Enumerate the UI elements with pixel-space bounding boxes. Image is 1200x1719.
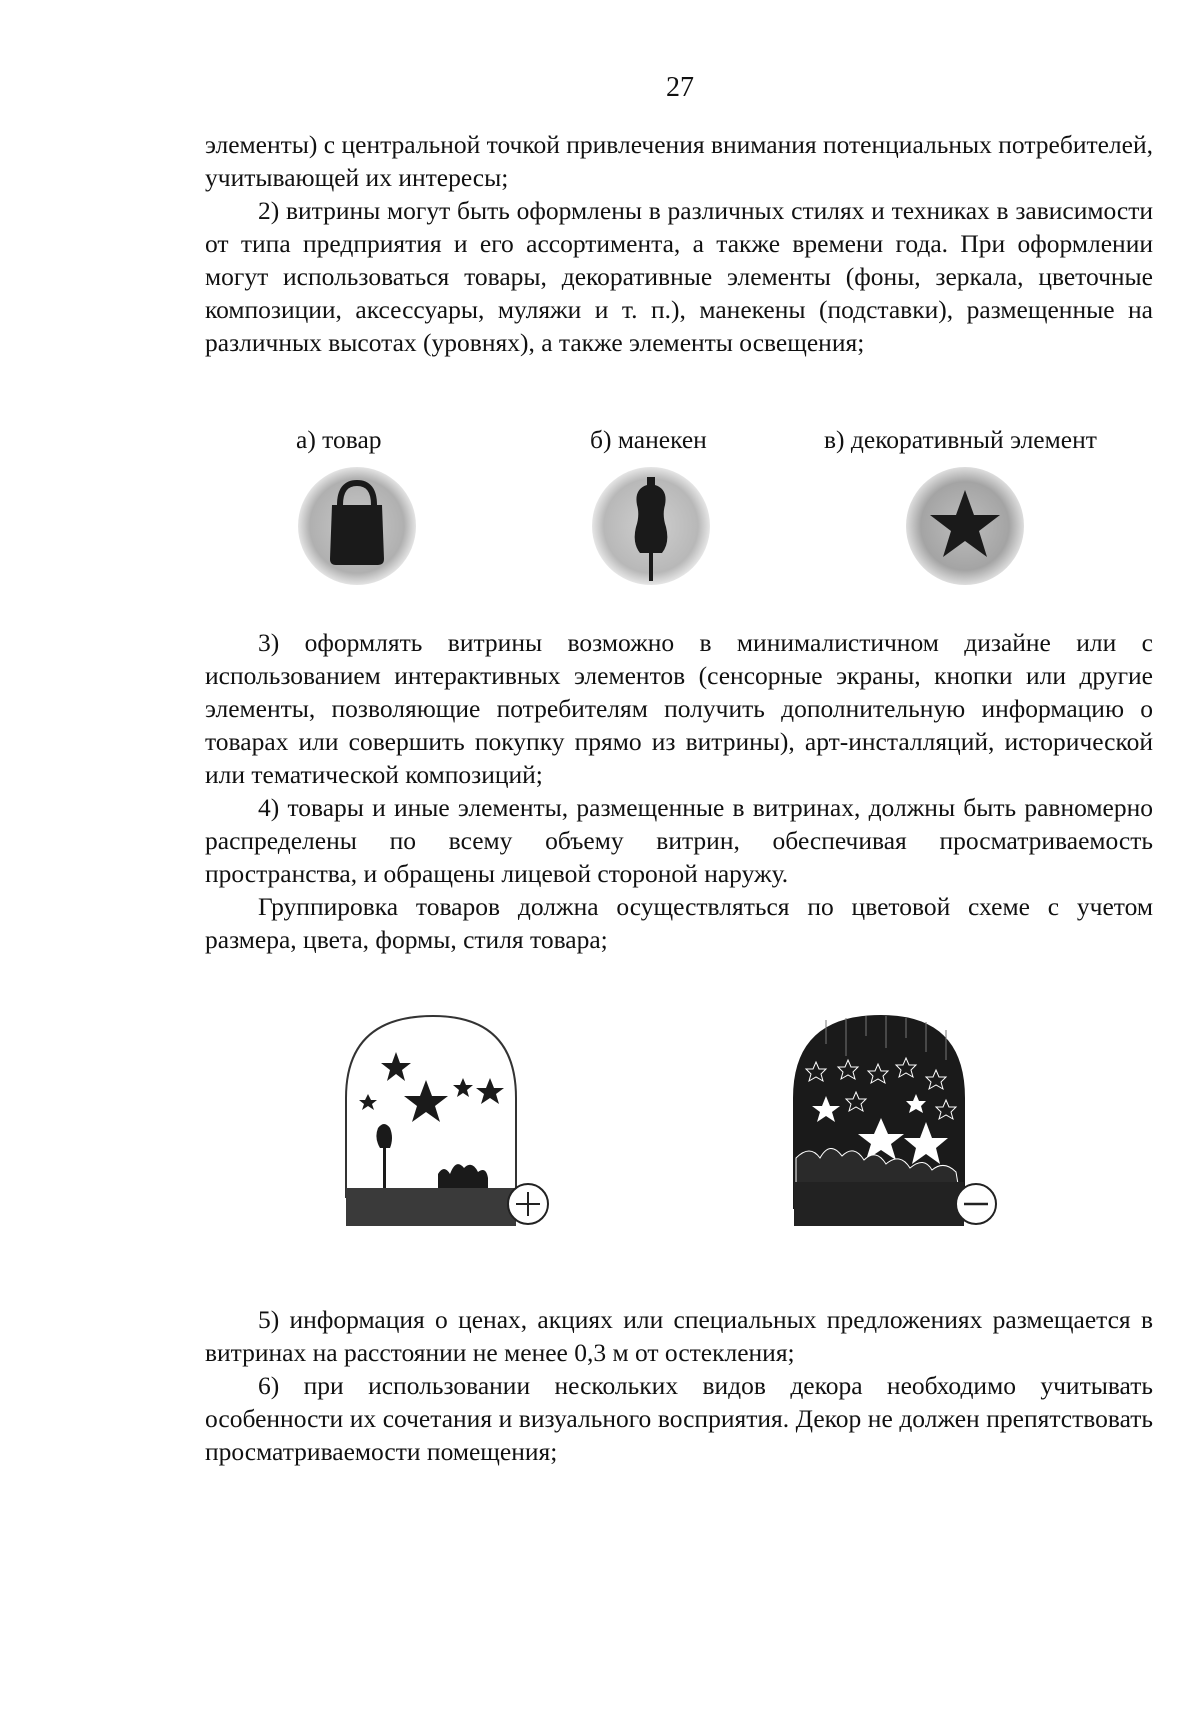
text-block-middle	[205, 626, 1153, 956]
paragraph-2: 2) витрины могут быть оформлены в различных стилях и техниках в зависимости от типа предприятия и его ассортимента, а также времени года. При оформлении могут использоваться товары, декоративные элементы (фоны, зеркала, цветочные композиции, аксессуары, муляжи и т. п.), манекены (подставки), размещенные на различных высотах (уровнях), а также элементы освещения;	[205, 196, 1153, 357]
showcase-good	[338, 1008, 554, 1226]
shopping-bag-icon	[296, 465, 418, 587]
text-block-bottom	[205, 1303, 1153, 1468]
icon-label-mannequin: б) манекен	[590, 425, 707, 454]
paragraph-continuation: элементы) с центральной точкой привлечения внимания потенциальных потребителей, учитывающей их интересы;	[205, 130, 1153, 192]
paragraph-3: 3) оформлять витрины возможно в минималистичном дизайне или с использованием интерактивных элементов (сенсорные экраны, кнопки или другие элементы, позволяющие потребителям получить дополнительную информацию о товарах или совершить покупку прямо из витрины), арт-инсталляций, исторической или тематической композиций;	[205, 628, 1153, 789]
icon-label-decor: в) декоративный элемент	[824, 425, 1097, 454]
star-icon	[904, 465, 1026, 587]
text-block-top	[205, 128, 1153, 359]
icon-label-goods: а) товар	[296, 425, 382, 454]
paragraph-4: 4) товары и иные элементы, размещенные в витринах, должны быть равномерно распределены по всему объему витрин, обеспечивая просматриваемость пространства, и обращены лицевой стороной наружу.	[205, 793, 1153, 888]
mannequin-icon	[590, 465, 712, 587]
page-number: 27	[666, 72, 694, 103]
showcase-bad	[786, 1008, 1002, 1226]
paragraph-6: 6) при использовании нескольких видов декора необходимо учитывать особенности их сочетания и визуального восприятия. Декор не должен препятствовать просматриваемости помещения;	[205, 1371, 1153, 1466]
paragraph-grouping: Группировка товаров должна осуществляться по цветовой схеме с учетом размера, цвета, формы, стиля товара;	[205, 892, 1153, 954]
paragraph-5: 5) информация о ценах, акциях или специальных предложениях размещается в витринах на расстоянии не менее 0,3 м от остекления;	[205, 1305, 1153, 1367]
